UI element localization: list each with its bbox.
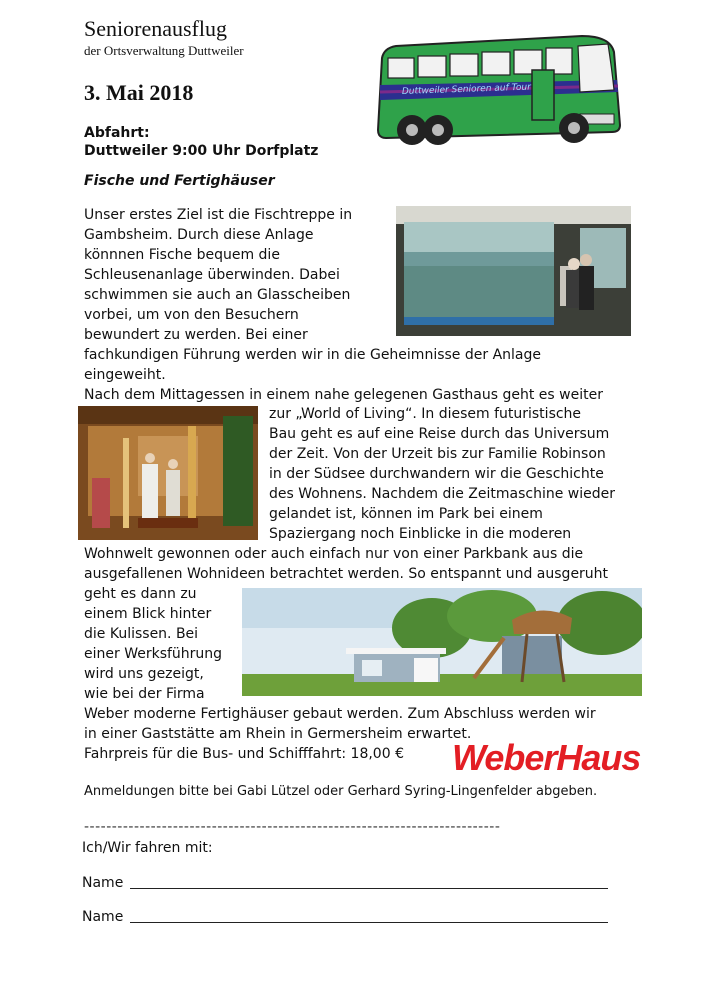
page-title: Seniorenausflug (84, 16, 227, 41)
text-line: Fahrpreis für die Bus- und Schifffahrt: 18,00 € (84, 746, 404, 762)
text-line: die Kulissen. Bei (84, 626, 199, 642)
section-title: Fische und Fertighäuser (84, 173, 275, 189)
text-line: Spaziergang noch Einblicke in die moderen (269, 526, 572, 542)
text-line: wie bei der Firma (84, 686, 205, 702)
text-line: des Wohnens. Nachdem die Zeitmaschine wieder (269, 486, 616, 502)
text-line: einer Werksführung (84, 646, 223, 662)
text-line: wird uns gezeigt, (84, 666, 204, 682)
fishway-photo (396, 206, 631, 336)
text-line: ausgefallenen Wohnideen betrachtet werden. So entspannt und ausgeruht (84, 566, 609, 582)
text-line: Unser erstes Ziel ist die Fischtreppe in (84, 207, 353, 223)
text-line: einem Blick hinter (84, 606, 212, 622)
page-subtitle: der Ortsverwaltung Duttweiler (84, 43, 244, 58)
paragraph-wohnwelt (84, 544, 608, 584)
text-line: bewundert zu werden. Bei einer (84, 327, 308, 343)
text-line: in einer Gaststätte am Rhein in Germersheim erwartet. (84, 726, 472, 742)
text-line: gelandet ist, können im Park bei einem (269, 506, 543, 522)
text-line: Gambsheim. Durch diese Anlage (84, 227, 314, 243)
text-line: Bau geht es auf eine Reise durch das Universum (269, 426, 610, 442)
text-line: schwimmen sie auch an Glasscheiben (84, 287, 351, 303)
name-label: Name (82, 909, 124, 925)
text-line: Schleusenanlage überwinden. Dabei (84, 267, 340, 283)
departure-label: Abfahrt: (84, 125, 150, 141)
registration-note: Anmeldungen bitte bei Gabi Lützel oder Gerhard Syring-Lingenfelder abgeben. (84, 784, 598, 799)
text-line: könnnen Fische bequem die (84, 247, 280, 263)
name-label: Name (82, 875, 124, 891)
event-date: 3. Mai 2018 (84, 80, 194, 105)
weberhaus-photo (242, 588, 642, 696)
text-line: eingeweiht. (84, 367, 166, 383)
text-line: Wohnwelt gewonnen oder auch einfach nur von einer Parkbank aus die (84, 546, 584, 562)
departure-info (84, 124, 318, 160)
form-heading: Ich/Wir fahren mit: (82, 840, 213, 856)
bus-slogan: Duttweiler Senioren auf Tour (401, 82, 532, 97)
text-line: Weber moderne Fertighäuser gebaut werden. Zum Abschluss werden wir (84, 706, 596, 722)
bus-illustration (372, 30, 624, 152)
text-line: zur „World of Living“. In diesem futuristische (269, 406, 582, 422)
text-line: in der Südsee durchwandern wir die Geschichte (269, 466, 604, 482)
weberhaus-logo: WeberHaus (452, 737, 641, 778)
text-line: geht es dann zu (84, 586, 197, 602)
text-line: der Zeit. Von der Urzeit bis zur Familie Robinson (269, 446, 606, 462)
world-of-living-photo (78, 406, 258, 540)
name-field-1[interactable] (130, 888, 608, 889)
cut-line: --------------------------------------------------------------------------- (84, 819, 501, 835)
text-line: fachkundigen Führung werden wir in die Geheimnisse der Anlage (84, 347, 541, 363)
departure-detail: Duttweiler 9:00 Uhr Dorfplatz (84, 143, 319, 159)
text-line: Nach dem Mittagessen in einem nahe gelegenen Gasthaus geht es weiter (84, 387, 603, 403)
text-line: vorbei, um von den Besuchern (84, 307, 299, 323)
paragraph-world-of-living (269, 404, 615, 544)
name-field-2[interactable] (130, 922, 608, 923)
